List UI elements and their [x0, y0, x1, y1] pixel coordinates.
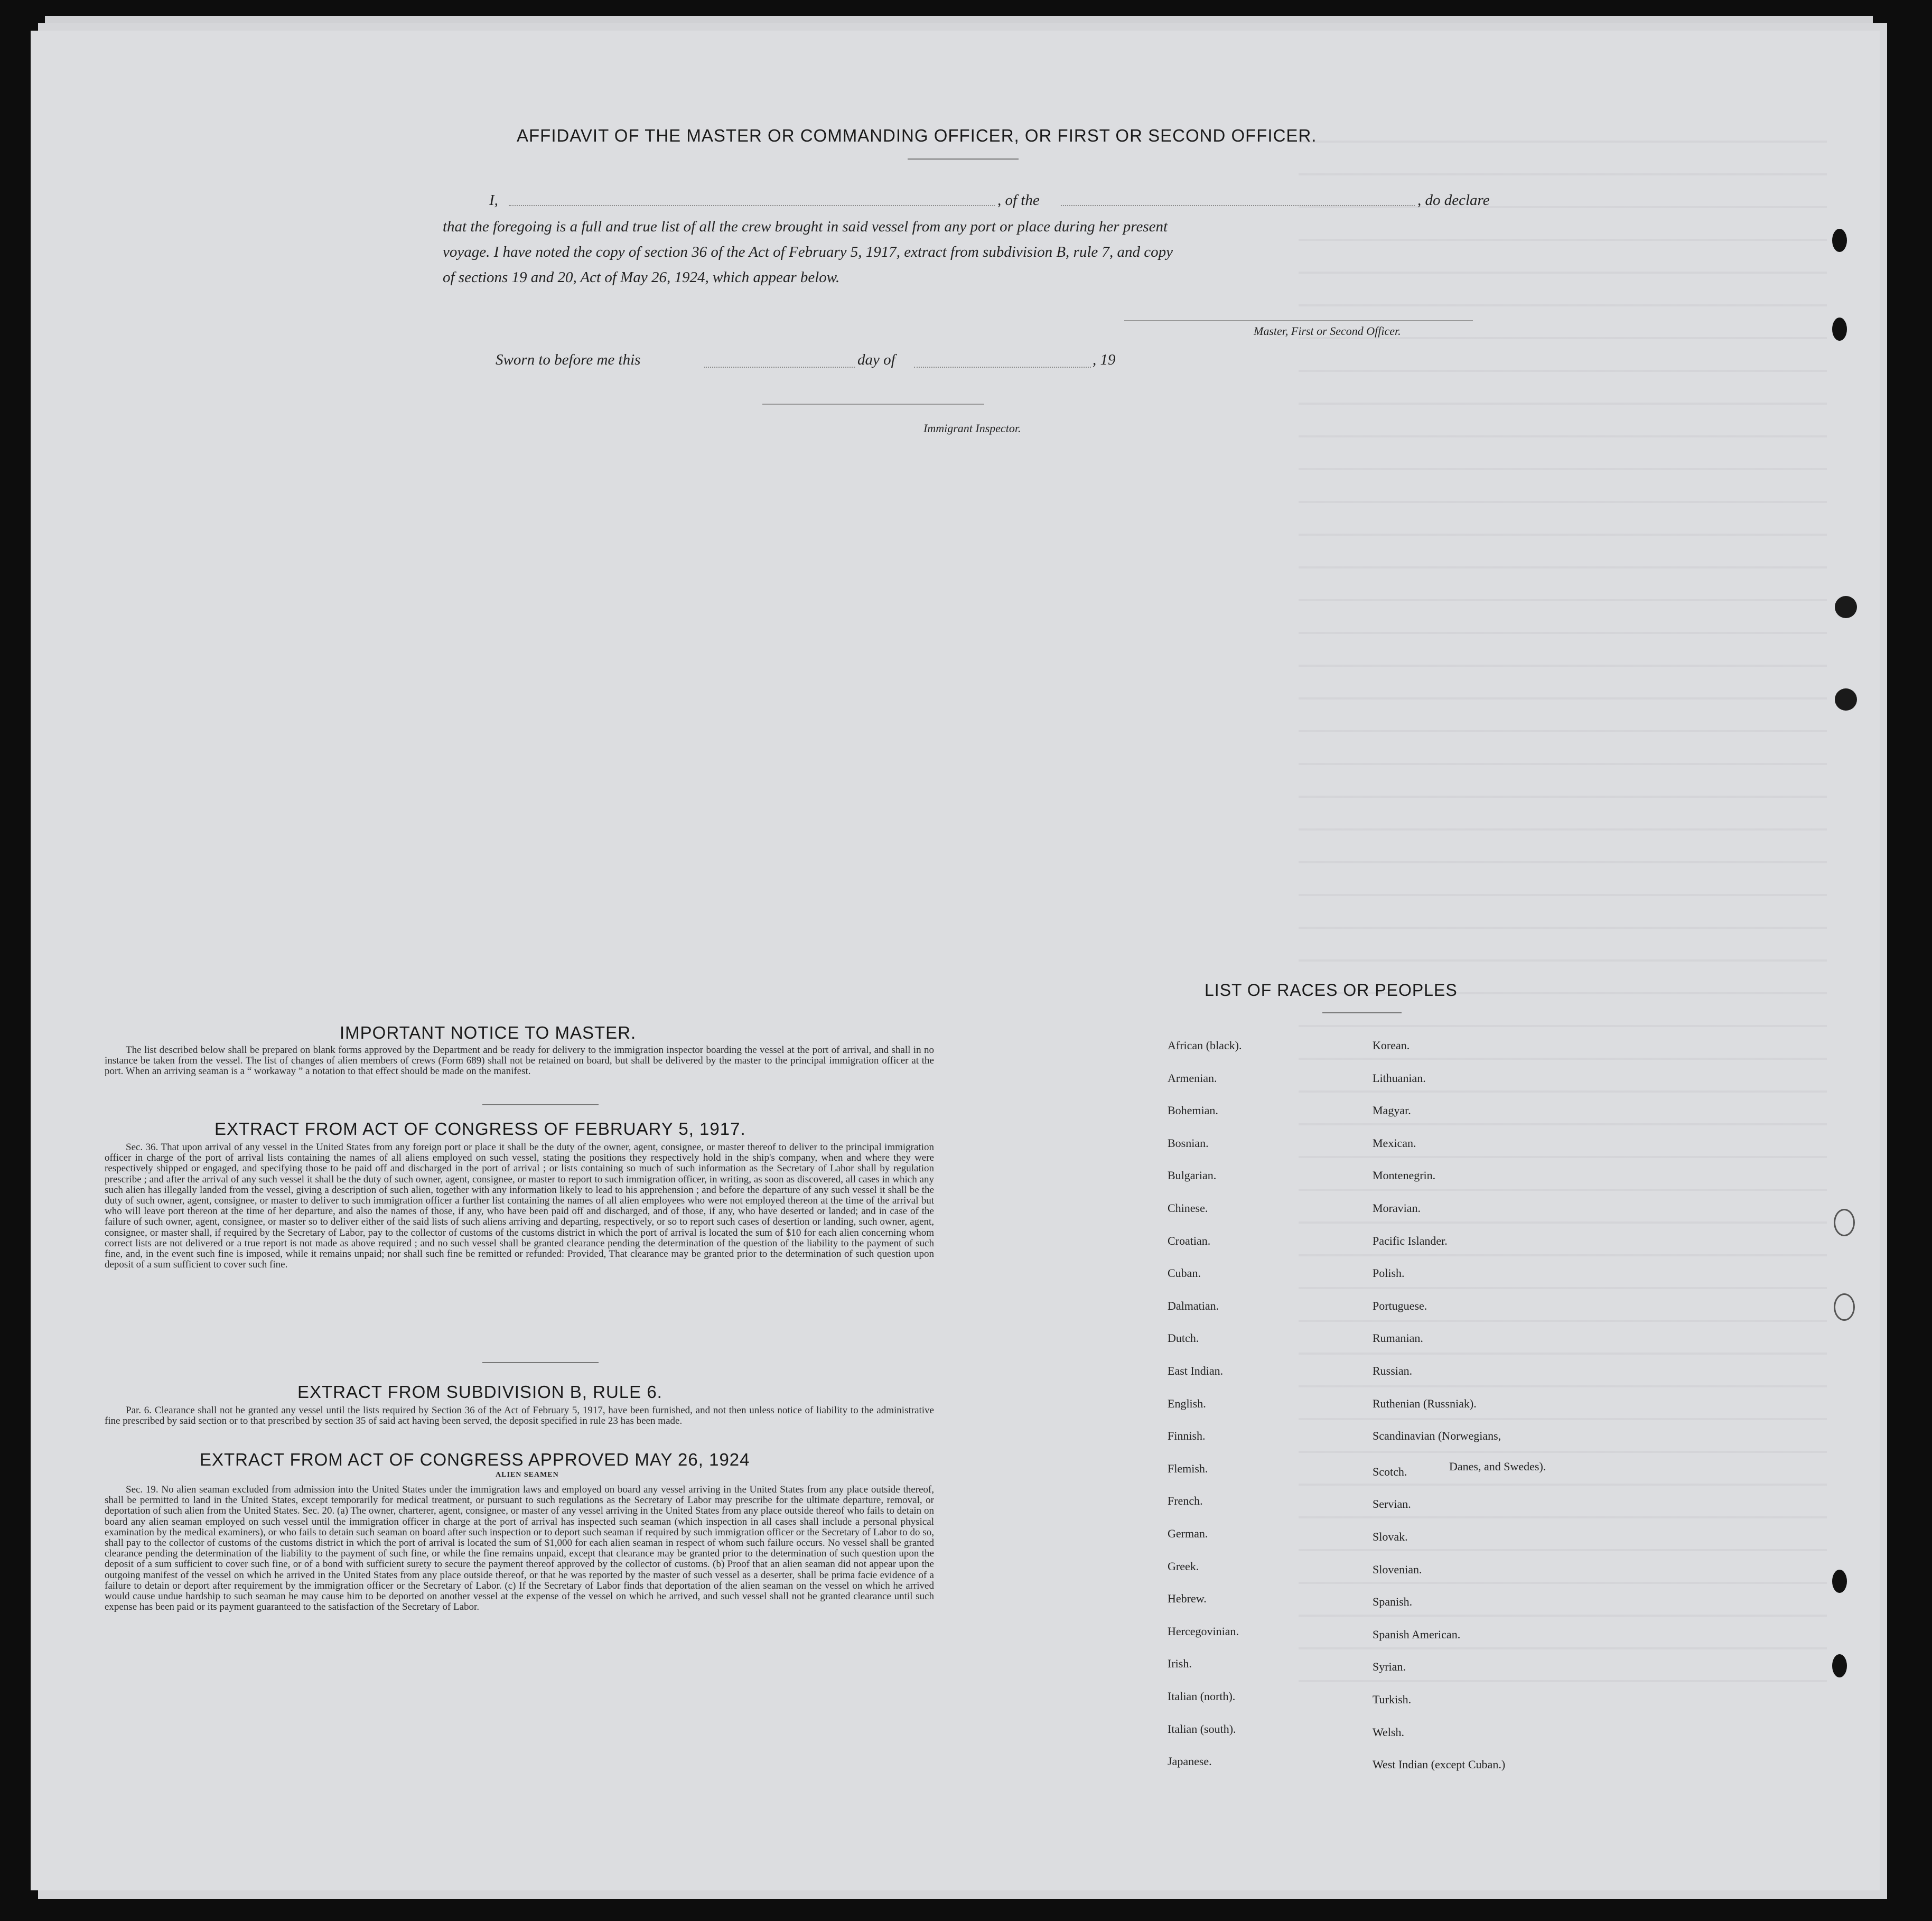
race-item: Finnish.: [1168, 1429, 1206, 1442]
binder-hole: [1832, 1570, 1847, 1593]
race-item: Magyar.: [1373, 1104, 1411, 1117]
affidavit-line-3: of sections 19 and 20, Act of May 26, 1924, which appear below.: [443, 269, 840, 286]
race-item: Bulgarian.: [1168, 1169, 1217, 1182]
bleed-through-lines: [1299, 110, 1827, 1695]
race-item: Slovenian.: [1373, 1563, 1422, 1576]
race-item: Japanese.: [1168, 1755, 1212, 1768]
race-item: Hercegovinian.: [1168, 1625, 1239, 1638]
declaration-i: I,: [489, 192, 498, 209]
rule6-title: EXTRACT FROM SUBDIVISION B, RULE 6.: [297, 1382, 662, 1402]
race-item: English.: [1168, 1397, 1206, 1410]
master-label: Master, First or Second Officer.: [1254, 324, 1401, 338]
race-item: Italian (north).: [1168, 1690, 1236, 1703]
inspector-signature-line[interactable]: [762, 404, 984, 405]
race-item: Dalmatian.: [1168, 1299, 1219, 1312]
race-item: Portuguese.: [1373, 1299, 1427, 1312]
affidavit-line-2: voyage. I have noted the copy of section 36 of the Act of February 5, 1917, extract from subdivision B, rule 7, and copy: [443, 244, 1173, 260]
sworn-day-blank[interactable]: [704, 367, 855, 368]
race-item: Dutch.: [1168, 1331, 1199, 1345]
race-item: Flemish.: [1168, 1462, 1208, 1475]
race-item: Chinese.: [1168, 1201, 1208, 1215]
race-item: Bohemian.: [1168, 1104, 1218, 1117]
race-item: Spanish American.: [1373, 1628, 1461, 1641]
race-item: Bosnian.: [1168, 1136, 1209, 1150]
binder-hole: [1832, 1654, 1847, 1677]
race-item: Rumanian.: [1373, 1331, 1423, 1345]
race-item: Croatian.: [1168, 1234, 1211, 1247]
race-item: Cuban.: [1168, 1266, 1201, 1280]
inspector-label: Immigrant Inspector.: [923, 422, 1021, 435]
race-item: Moravian.: [1373, 1201, 1421, 1215]
race-item: Korean.: [1373, 1039, 1410, 1052]
race-item: African (black).: [1168, 1039, 1242, 1052]
notice-title: IMPORTANT NOTICE TO MASTER.: [340, 1023, 637, 1042]
race-item: Turkish.: [1373, 1693, 1412, 1706]
extract-1924-title: EXTRACT FROM ACT OF CONGRESS APPROVED MAY 26, 1924: [200, 1450, 750, 1469]
race-item: Slovak.: [1373, 1530, 1408, 1543]
master-signature-line[interactable]: [1124, 320, 1473, 321]
rule6-text: Par. 6. Clearance shall not be granted any vessel until the lists required by Section 36 of the Act of February 5, 1917, have been furnished, and not then unless notice of liability to the administrative fine prescribed by said section or to that prescribed by section 35 of said act having been served, the deposit specified in rule 23 has been made.: [105, 1405, 934, 1426]
race-item: Greek.: [1168, 1560, 1199, 1573]
binder-hole: [1834, 1293, 1855, 1321]
divider: [908, 158, 1019, 160]
sworn-month-blank[interactable]: [914, 367, 1091, 368]
race-item: Hebrew.: [1168, 1592, 1207, 1605]
race-item: Irish.: [1168, 1657, 1192, 1670]
binder-hole: [1832, 229, 1847, 252]
race-item: Italian (south).: [1168, 1722, 1236, 1736]
sworn-year: , 19: [1093, 351, 1116, 368]
race-item: East Indian.: [1168, 1364, 1224, 1377]
race-item: Ruthenian (Russniak).: [1373, 1397, 1477, 1410]
binder-hole: [1832, 318, 1847, 341]
name-blank[interactable]: [509, 205, 995, 206]
race-item: Pacific Islander.: [1373, 1234, 1448, 1247]
race-item: Mexican.: [1373, 1136, 1416, 1150]
race-item: Servian.: [1373, 1497, 1411, 1510]
notice-text: The list described below shall be prepared on blank forms approved by the Department and be ready for delivery to the immigration inspector boarding the vessel at the port of arrival, and shall in no instance be taken from the vessel. The list of changes of alien members of crews (Form 689) shall not be retained on board, but shall be delivered by the master to the principal immigration officer at the port. When an arriving seaman is a “ workaway ” a notation to that effect should be made on the manifest.: [105, 1045, 934, 1077]
affidavit-line-1: that the foregoing is a full and true list of all the crew brought in said vessel from any port or place during her present: [443, 218, 1168, 235]
divider: [1322, 1012, 1402, 1013]
race-item: Scandinavian (Norwegians,: [1373, 1429, 1501, 1442]
sworn-prefix: Sworn to before me this: [496, 351, 641, 368]
binder-hole: [1835, 688, 1857, 711]
divider: [482, 1362, 599, 1363]
extract-1924-text: Sec. 19. No alien seaman excluded from admission into the United States under the immigration laws and employed on board any vessel arriving in the United States from any place outside thereof, shall be permitted to land in the United States, except temporarily for medical treatment, or pursuant to such regulations as the Secretary of Labor may prescribe for the ultimate departure, removal, or deportation of such alien from the United States. Sec. 20. (a) The owner, charterer, agent, consignee, or master of any vessel arriving in the United States from any place outside thereof who fails to detain on board any alien seaman employed on such vessel until the immigration officer in charge at the port of arrival has inspected such seaman (which inspection in all cases shall include a personal physical examination by the medical examiners), or who fails to detain such seaman on board after such inspection or to deport such seaman if required by such immigration officer or the Secretary of Labor to do so, shall pay to the collector of customs of the customs district in which the port of arrival is located the sum of $1,000 for each alien seaman in respect of whom such failure occurs. No vessel shall be granted clearance pending the determination of the liability to the payment of such fine, or while the fine remains unpaid, except that clearance may be granted prior to the determination of such question upon the deposit of a sum sufficient to cover such fine, or of a bond with sufficient surety to secure the payment thereof approved by the collector of customs. (b) Proof that an alien seaman did not appear upon the outgoing manifest of the vessel on which he arrived in the United States from any place outside thereof, or that he was reported by the master of such vessel as a deserter, shall be prima facie evidence of a failure to detain or deport after requirement by the immigration officer or the Secretary of Labor. (c) If the Secretary of Labor finds that deportation of the alien seaman on the vessel on which he arrived would cause undue hardship to such seaman he may cause him to be deported on another vessel at the expense of the vessel on which he arrived, and such vessel shall not be granted clearance until such expense has been paid or its payment guaranteed to the satisfaction of the Secretary of Labor.: [105, 1484, 934, 1613]
affidavit-title: AFFIDAVIT OF THE MASTER OR COMMANDING OFFICER, OR FIRST OR SECOND OFFICER.: [517, 126, 1317, 145]
manifest-page: [31, 31, 1880, 1890]
extract-1924-subtitle: ALIEN SEAMEN: [496, 1471, 559, 1479]
race-item: Scotch.: [1373, 1465, 1407, 1478]
race-item: West Indian (except Cuban.): [1373, 1758, 1506, 1771]
race-item: Russian.: [1373, 1364, 1413, 1377]
binder-hole: [1834, 1209, 1855, 1236]
declaration-of-the: , of the: [997, 192, 1040, 209]
races-title: LIST OF RACES OR PEOPLES: [1205, 981, 1458, 1000]
declaration-do-declare: , do declare: [1417, 192, 1490, 209]
sworn-day-label: day of: [857, 351, 895, 368]
race-item: Spanish.: [1373, 1595, 1413, 1608]
binder-hole: [1835, 596, 1857, 618]
race-item: French.: [1168, 1494, 1203, 1507]
race-item: Polish.: [1373, 1266, 1405, 1280]
race-item: Syrian.: [1373, 1660, 1406, 1673]
race-item: Armenian.: [1168, 1071, 1217, 1085]
vessel-blank[interactable]: [1061, 205, 1415, 206]
race-item: Danes, and Swedes).: [1449, 1460, 1546, 1473]
race-item: Lithuanian.: [1373, 1071, 1426, 1085]
race-item: German.: [1168, 1527, 1208, 1540]
extract-1917-text: Sec. 36. That upon arrival of any vessel in the United States from any foreign port or place it shall be the duty of the owner, agent, consignee, or master thereof to deliver to the principal immigration officer in charge of the port of arrival lists containing the names of all aliens employed on such vessel, stating the positions they respectively hold in the ship's company, when and where they were respectively shipped or engaged, and specifying those to be paid off and discharged in the port of arrival ; or lists containing so much of such information as the Secretary of Labor shall by regulation prescribe ; and after the arrival of any such vessel it shall be the duty of such owner, agent, consignee, or master to report to such immigration officer, in writing, as soon as discovered, all cases in which any such alien has illegally landed from the vessel, giving a description of such alien, together with any information likely to lead to his apprehension ; and before the departure of any such vessel it shall be the duty of such owner, agent, consignee, or master to deliver to such immigration officer a further list containing the names of all alien employees who were not employed thereon at the time of the arrival but who will leave port thereon at the time of her departure, and also the names of those, if any, who have been paid off and discharged, and of those, if any, who have deserted or landed; and in case of the failure of such owner, agent, consignee, or master so to deliver either of the said lists of such aliens arriving and departing, respectively, or so to report such cases of desertion or landing, such owner, agent, consignee, or master shall, if required by the Secretary of Labor, pay to the collector of customs of the customs district in which the port of arrival is located the sum of $10 for each alien concerning whom correct lists are not delivered or a true report is not made as above required ; and no such vessel shall be granted clearance pending the determination of the question of the liability to the payment of such fine, and, in the event such fine is imposed, while it remains unpaid; nor shall such fine be remitted or refunded: Provided, That clearance may be granted prior to the determination of such question upon deposit of a sum sufficient to cover such fine.: [105, 1142, 934, 1271]
race-item: Montenegrin.: [1373, 1169, 1436, 1182]
extract-1917-title: EXTRACT FROM ACT OF CONGRESS OF FEBRUARY 5, 1917.: [214, 1119, 746, 1139]
divider: [482, 1104, 599, 1105]
race-item: Welsh.: [1373, 1726, 1404, 1739]
